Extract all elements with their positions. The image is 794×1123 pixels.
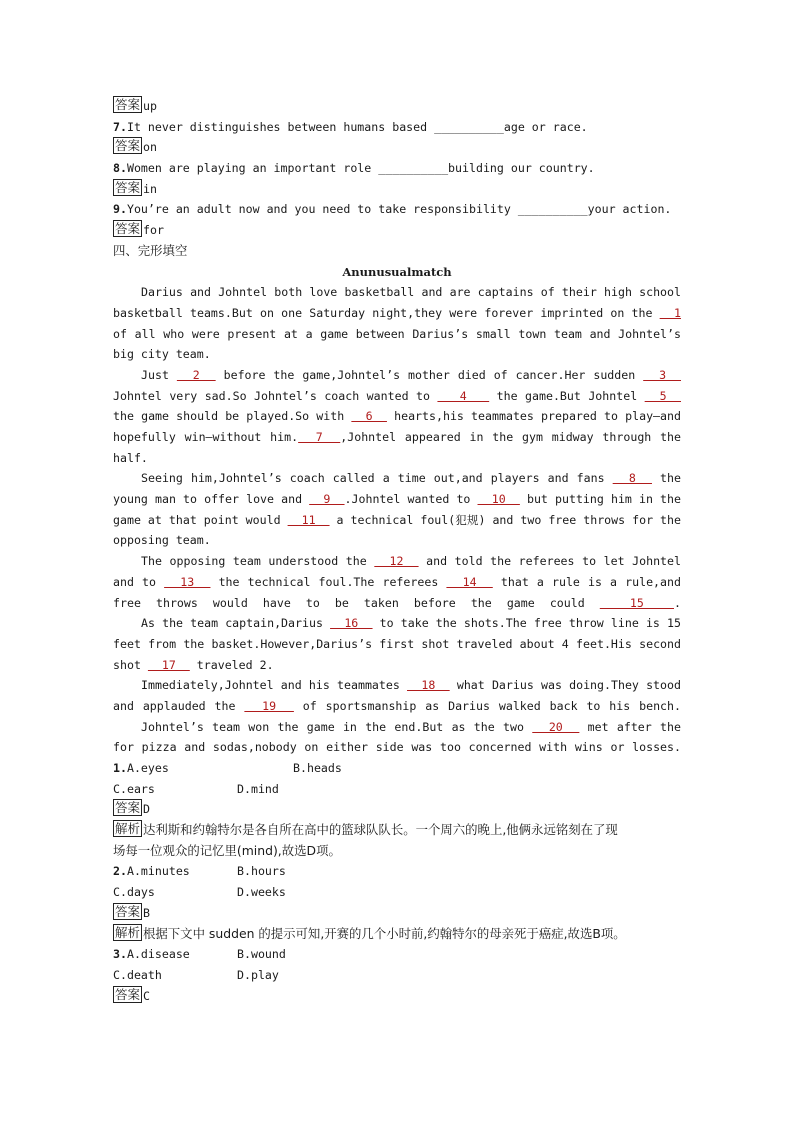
answer-tag: 答案	[115, 97, 141, 112]
passage-text: and told the referees to let Johntel	[426, 554, 681, 569]
options-line	[113, 944, 681, 965]
analysis-tag: 解析	[115, 821, 141, 837]
blank-number: 17	[147, 657, 190, 672]
answer-tag: 答案	[115, 138, 141, 154]
answer-tag: 答案	[115, 221, 141, 237]
answer-line	[113, 137, 681, 158]
answer-text: in	[143, 181, 157, 196]
passage-line	[113, 572, 681, 593]
passage-line	[113, 406, 681, 427]
passage-text: Just	[141, 367, 177, 382]
passage-text: game at that point would	[113, 512, 288, 527]
passage-text: the technical foul.The referees	[210, 574, 447, 589]
answer-text: up	[143, 99, 157, 113]
question-number: 2.	[113, 864, 127, 879]
options-line	[113, 965, 681, 986]
passage-line	[113, 282, 681, 303]
question-number: 9.	[113, 202, 127, 217]
question-line	[113, 199, 681, 220]
blank-number: 20	[532, 719, 580, 734]
option-b: B.wound	[237, 947, 286, 962]
blank-number: 19	[244, 698, 294, 713]
answer-line	[113, 799, 681, 820]
question-line	[113, 158, 681, 179]
passage-line	[113, 530, 681, 551]
answer-text: C	[143, 988, 150, 1003]
passage-line	[113, 737, 681, 758]
passage-line	[113, 303, 681, 324]
passage-text: hopefully win—without him.	[113, 430, 299, 444]
passage-text: .	[674, 595, 681, 610]
passage-line	[113, 365, 681, 386]
blank-number: 5	[644, 388, 681, 403]
blank-number: 12	[374, 554, 419, 569]
option-b: D.play	[237, 967, 279, 982]
passage-text: opposing team.	[113, 533, 211, 548]
passage-text: but putting him in the	[519, 492, 681, 507]
blank-number: 3	[643, 367, 681, 382]
option-a: C.death	[113, 967, 162, 982]
question-number: 3.	[113, 947, 127, 962]
passage-line	[113, 427, 681, 448]
answer-line	[113, 96, 681, 117]
analysis-tag: 解析	[115, 924, 141, 940]
question-text: It never distinguishes between humans based __________age or race.	[126, 119, 588, 134]
passage-line	[113, 593, 681, 614]
passage-text: Johntel very sad.So Johntel’s coach wanted to	[113, 388, 438, 403]
passage-text: before the game,Johntel’s mother died of cancer.Her sudden	[215, 367, 644, 382]
section-heading: 四、完形填空	[113, 242, 188, 258]
passage-line	[113, 675, 681, 696]
passage-text: and applauded the	[113, 698, 245, 713]
passage-text: shot	[113, 657, 148, 672]
blank-number: 4	[437, 388, 490, 403]
passage-line	[113, 468, 681, 489]
passage-text: to take the shots.The free throw line is 15	[372, 616, 681, 631]
option-a: A.eyes	[126, 761, 169, 775]
answer-tag: 答案	[115, 986, 141, 1002]
answer-line	[113, 179, 681, 200]
passage-text: a technical foul(犯规) and two free throws for the	[329, 512, 681, 527]
passage-text: of all who were present at a game between Darius’s small town team and Johntel’s	[113, 326, 681, 341]
blank-number: 2	[176, 367, 216, 382]
blank-number: 10	[477, 492, 520, 507]
blank-number: 13	[164, 574, 211, 589]
blank-number: 16	[330, 616, 373, 631]
answer-text: for	[143, 223, 164, 238]
blank-number: 18	[407, 678, 450, 693]
answer-text: D	[143, 802, 150, 817]
option-a: A.minutes	[126, 864, 190, 879]
answer-tag: 答案	[115, 800, 141, 816]
passage-text: traveled 2.	[189, 657, 274, 672]
blank-number: 8	[612, 471, 652, 486]
passage-text: of sportsmanship as Darius walked back to his bench.	[293, 698, 681, 713]
blank-number: 11	[287, 512, 330, 527]
answer-tag: 答案	[115, 903, 141, 919]
passage-text: and to	[113, 574, 165, 589]
passage-line	[113, 634, 681, 655]
question-number: 7.	[113, 119, 127, 134]
question-text: You’re an adult now and you need to take responsibility __________your action.	[126, 202, 672, 217]
option-a: C.days	[113, 885, 155, 900]
passage-line	[113, 717, 681, 738]
blank-number: 1	[659, 305, 681, 320]
passage-text: for pizza and sodas,nobody on either side was too concerned with wins or losses.	[113, 740, 681, 755]
passage-line	[113, 344, 681, 365]
analysis-continuation: 场每一位观众的记忆里(mind),故选D项。	[113, 842, 341, 858]
answer-tag: 答案	[115, 179, 141, 195]
option-a: C.ears	[113, 781, 155, 796]
analysis-text: 根据下文中 sudden 的提示可知,开赛的几个小时前,约翰特尔的母亲死于癌症,故选B项。	[143, 925, 626, 941]
answer-line	[113, 903, 681, 924]
passage-line	[113, 613, 681, 634]
passage-text: feet from the basket.However,Darius’s first shot traveled about 4 feet.His second	[113, 636, 681, 651]
passage-text: the game.But Johntel	[489, 388, 645, 403]
passage-text: the game should be played.So with	[113, 409, 352, 424]
question-number: 1.	[113, 761, 127, 775]
options-line	[113, 779, 681, 800]
option-b: B.hours	[237, 864, 286, 879]
passage-text: young man to offer love and	[113, 492, 310, 507]
passage-text: what Darius was doing.They stood	[449, 678, 681, 693]
passage-text: Darius and Johntel both love basketball and are captains of their high school	[141, 285, 681, 300]
option-b: D.weeks	[237, 885, 286, 900]
answer-text: on	[143, 140, 157, 155]
passage-text: .Johntel wanted to	[344, 492, 478, 507]
passage-title: Anunusualmatch	[342, 264, 452, 279]
blank-number: 14	[446, 574, 493, 589]
passage-text: As the team captain,Darius	[141, 616, 331, 631]
options-line	[113, 882, 681, 903]
passage-line	[113, 510, 681, 531]
passage-line	[113, 655, 681, 676]
document-page	[113, 96, 681, 1006]
blank-number: 6	[351, 409, 387, 424]
blank-number: 15	[599, 595, 674, 610]
blank-number: 7	[298, 430, 341, 444]
passage-text: that a rule is a rule,and	[500, 574, 681, 589]
passage-text: Johntel’s team won the game in the end.But as the two	[141, 719, 533, 734]
passage-text: the	[660, 471, 681, 486]
passage-text: half.	[113, 450, 148, 465]
passage-line	[113, 551, 681, 572]
options-line	[113, 758, 681, 779]
passage-line	[113, 324, 681, 345]
passage-text: The opposing team understood the	[141, 554, 375, 569]
analysis-text: 达利斯和约翰特尔是各自所在高中的篮球队队长。一个周六的晚上,他俩永远铭刻在了现	[143, 822, 618, 838]
question-text: Women are playing an important role __________building our country.	[126, 161, 595, 176]
analysis-line	[113, 820, 681, 841]
answer-text: B	[143, 905, 150, 920]
passage-text: Immediately,Johntel and his teammates	[141, 678, 408, 693]
passage-text: ,Johntel appeared in the gym midway through the	[340, 430, 681, 444]
passage-text: basketball teams.But on one Saturday night,they were forever imprinted on the	[113, 305, 660, 320]
passage-line	[113, 696, 681, 717]
question-number: 8.	[113, 161, 127, 176]
analysis-line	[113, 924, 681, 945]
option-a: A.disease	[126, 947, 190, 962]
passage-line	[113, 448, 681, 469]
option-b: B.heads	[293, 761, 342, 775]
passage-text: big city team.	[113, 347, 211, 362]
passage-line	[113, 489, 681, 510]
passage-line	[113, 386, 681, 407]
answer-line	[113, 220, 681, 241]
blank-number: 9	[309, 492, 345, 507]
options-line	[113, 861, 681, 882]
passage-text: Seeing him,Johntel’s coach called a time out,and players and fans	[141, 471, 613, 486]
passage-text: hearts,his teammates prepared to play—and	[386, 409, 681, 424]
answer-line	[113, 986, 681, 1007]
passage-text: free throws would have to be taken before the game could	[113, 595, 600, 610]
option-b: D.mind	[237, 781, 279, 796]
passage-text: met after the	[587, 719, 681, 734]
question-line	[113, 117, 681, 138]
